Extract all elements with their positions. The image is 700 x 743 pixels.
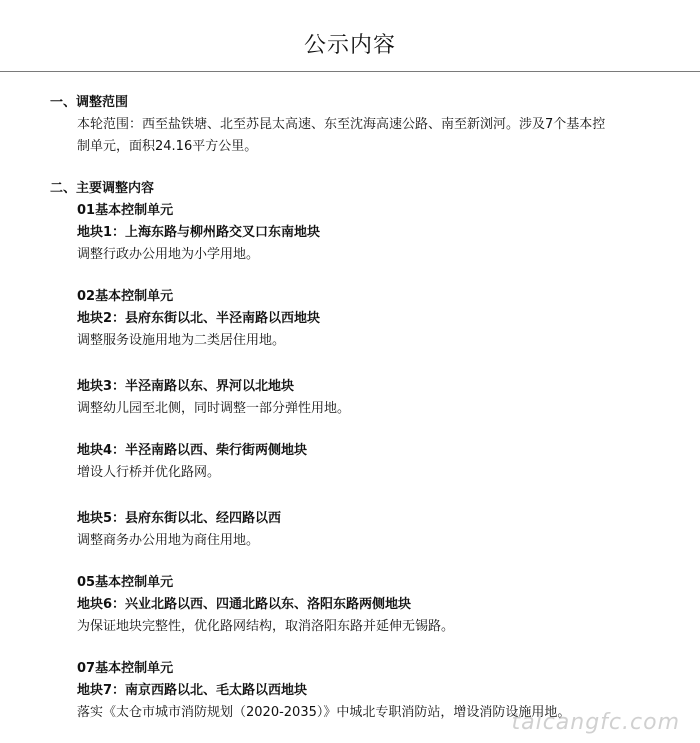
unit-heading-01: 01基本控制单元 xyxy=(77,203,174,218)
plot-title-3: 地块3：半泾南路以东、界河以北地块 xyxy=(77,379,295,394)
scope-text-line-2: 制单元，面积24.16平方公里。 xyxy=(77,139,258,154)
page-title: 公示内容 xyxy=(303,33,396,58)
unit-heading-07: 07基本控制单元 xyxy=(77,661,174,676)
section-heading-adjustments: 二、主要调整内容 xyxy=(50,181,155,196)
watermark: taicangfc.com xyxy=(511,710,680,735)
unit-heading-05: 05基本控制单元 xyxy=(77,575,174,590)
plot-title-7: 地块7：南京西路以北、毛太路以西地块 xyxy=(77,683,308,698)
unit-heading-02: 02基本控制单元 xyxy=(77,289,174,304)
plot-desc-2: 调整服务设施用地为二类居住用地。 xyxy=(77,333,286,348)
plot-desc-7: 落实《太仓市城市消防规划（2020-2035）》中城北专职消防站，增设消防设施用地。 xyxy=(77,705,571,720)
plot-desc-5: 调整商务办公用地为商住用地。 xyxy=(77,533,260,548)
title-divider xyxy=(0,71,700,72)
plot-title-4: 地块4：半泾南路以西、柴行街两侧地块 xyxy=(77,443,308,458)
plot-desc-6: 为保证地块完整性，优化路网结构，取消洛阳东路并延伸无锡路。 xyxy=(77,619,455,634)
plot-title-1: 地块1：上海东路与柳州路交叉口东南地块 xyxy=(77,225,321,240)
section-heading-scope: 一、调整范围 xyxy=(50,95,129,110)
plot-title-6: 地块6：兴业北路以西、四通北路以东、洛阳东路两侧地块 xyxy=(77,597,412,612)
plot-title-2: 地块2：县府东街以北、半泾南路以西地块 xyxy=(77,311,321,326)
scope-text-line-1: 本轮范围：西至盐铁塘、北至苏昆太高速、东至沈海高速公路、南至新浏河。涉及7个基本控 xyxy=(77,117,606,132)
plot-title-5: 地块5：县府东街以北、经四路以西 xyxy=(77,511,282,526)
plot-desc-3: 调整幼儿园至北侧，同时调整一部分弹性用地。 xyxy=(77,401,351,416)
plot-desc-4: 增设人行桥并优化路网。 xyxy=(77,465,221,480)
plot-desc-1: 调整行政办公用地为小学用地。 xyxy=(77,247,260,262)
